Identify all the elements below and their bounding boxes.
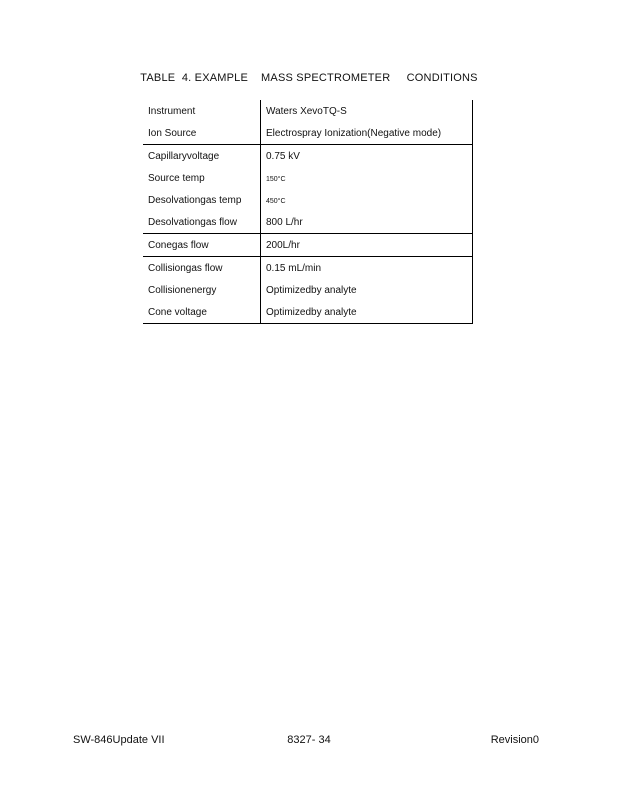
table-row: [143, 145, 473, 168]
ms-conditions-table: [143, 100, 473, 324]
param-value: Optimizedby analyte: [261, 279, 473, 301]
param-value-text: 150°C: [266, 175, 286, 183]
param-value: [261, 167, 473, 189]
param-name: Ion Source: [143, 122, 261, 145]
table-row: [143, 122, 473, 145]
param-value: [261, 189, 473, 211]
param-value: 0.15 mL/min: [261, 257, 473, 280]
footer-revision: Revision0: [490, 734, 539, 746]
param-name: Desolvationgas flow: [143, 211, 261, 234]
table-row: [143, 257, 473, 280]
footer-document-id: SW-846Update VII: [73, 734, 165, 746]
table-row: [143, 279, 473, 301]
param-value: 800 L/hr: [261, 211, 473, 234]
param-name: Desolvationgas temp: [143, 189, 261, 211]
param-name: Collisiongas flow: [143, 257, 261, 280]
param-value: Optimizedby analyte: [261, 301, 473, 324]
param-name: Instrument: [143, 100, 261, 122]
footer-page-number: 8327- 34: [287, 734, 331, 746]
param-value: 200L/hr: [261, 234, 473, 257]
param-name: Collisionenergy: [143, 279, 261, 301]
table-row: [143, 100, 473, 122]
param-value: Waters XevoTQ-S: [261, 100, 473, 122]
param-value-text: 450°C: [266, 197, 286, 205]
param-value: 0.75 kV: [261, 145, 473, 168]
param-name: Conegas flow: [143, 234, 261, 257]
table-row: [143, 234, 473, 257]
param-name: Capillaryvoltage: [143, 145, 261, 168]
param-name: Source temp: [143, 167, 261, 189]
table-title: TABLE 4. EXAMPLE MASS SPECTROMETER CONDITIONS: [140, 72, 478, 84]
param-value: Electrospray Ionization(Negative mode): [261, 122, 473, 145]
table-row: [143, 167, 473, 189]
table-row: [143, 189, 473, 211]
table-row: [143, 301, 473, 324]
table-row: [143, 211, 473, 234]
param-name: Cone voltage: [143, 301, 261, 324]
